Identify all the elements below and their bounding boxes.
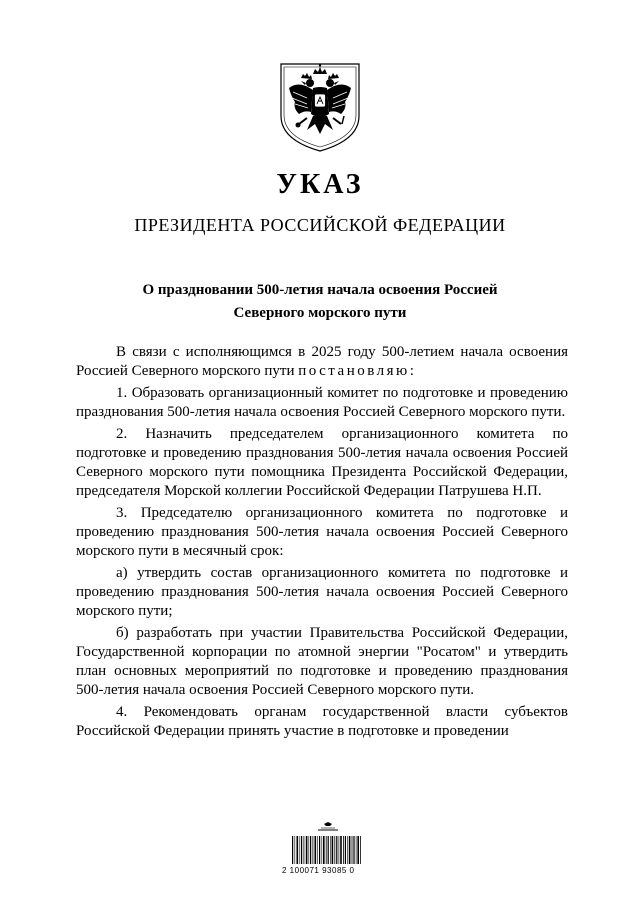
decree-subparagraph: б) разработать при участии Правительства Российской Федерации, Государственной корпорации по атомной энергии "Росатом" и утвердить план основных мероприятий по подготовке и проведению празднования 500-летия начала освоения Россией Северного морского пути.: [76, 625, 568, 698]
decree-paragraph: 3. Председателю организационного комитета по подготовке и проведению празднования 500-летия начала освоения Россией Северного морского пути в месячный срок:: [76, 505, 568, 559]
coat-of-arms-emblem: [277, 58, 363, 153]
decree-paragraph: 2. Назначить председателем организационного комитета по подготовке и проведению празднования 500-летия начала освоения Россией Северного морского пути помощника Президента Российской Федерации, председателя Морской коллегии Российской Федерации Патрушева Н.П.: [76, 426, 568, 499]
document-subtitle: ПРЕЗИДЕНТА РОССИЙСКОЙ ФЕДЕРАЦИИ: [134, 215, 506, 235]
decree-heading-line: Северного морского пути: [233, 305, 407, 321]
decree-heading: [100, 279, 540, 325]
barcode-number: 2 100071 93085 0: [282, 866, 355, 875]
intro-paragraph: [76, 343, 568, 381]
intro-text: В связи с исполняющимся в 2025 году 500-летием начала освоения Россией Северного морского пути: [76, 344, 568, 379]
intro-resolution-word: постановляю: [298, 363, 410, 379]
decree-paragraph: 1. Образовать организационный комитет по подготовке и проведению празднования 500-летия начала освоения Россией Северного морского пути.: [76, 385, 568, 420]
document-title: УКАЗ: [276, 169, 364, 200]
decree-subparagraph: а) утвердить состав организационного комитета по подготовке и проведению празднования 500-летия начала освоения Россией Северного морского пути;: [76, 565, 568, 619]
decree-heading-line: О праздновании 500-летия начала освоения Россией: [142, 282, 498, 298]
decree-paragraph: 4. Рекомендовать органам государственной власти субъектов Российской Федерации принять участие в подготовке и проведении: [76, 704, 568, 739]
intro-colon: :: [409, 363, 414, 379]
decree-body: [76, 343, 568, 744]
